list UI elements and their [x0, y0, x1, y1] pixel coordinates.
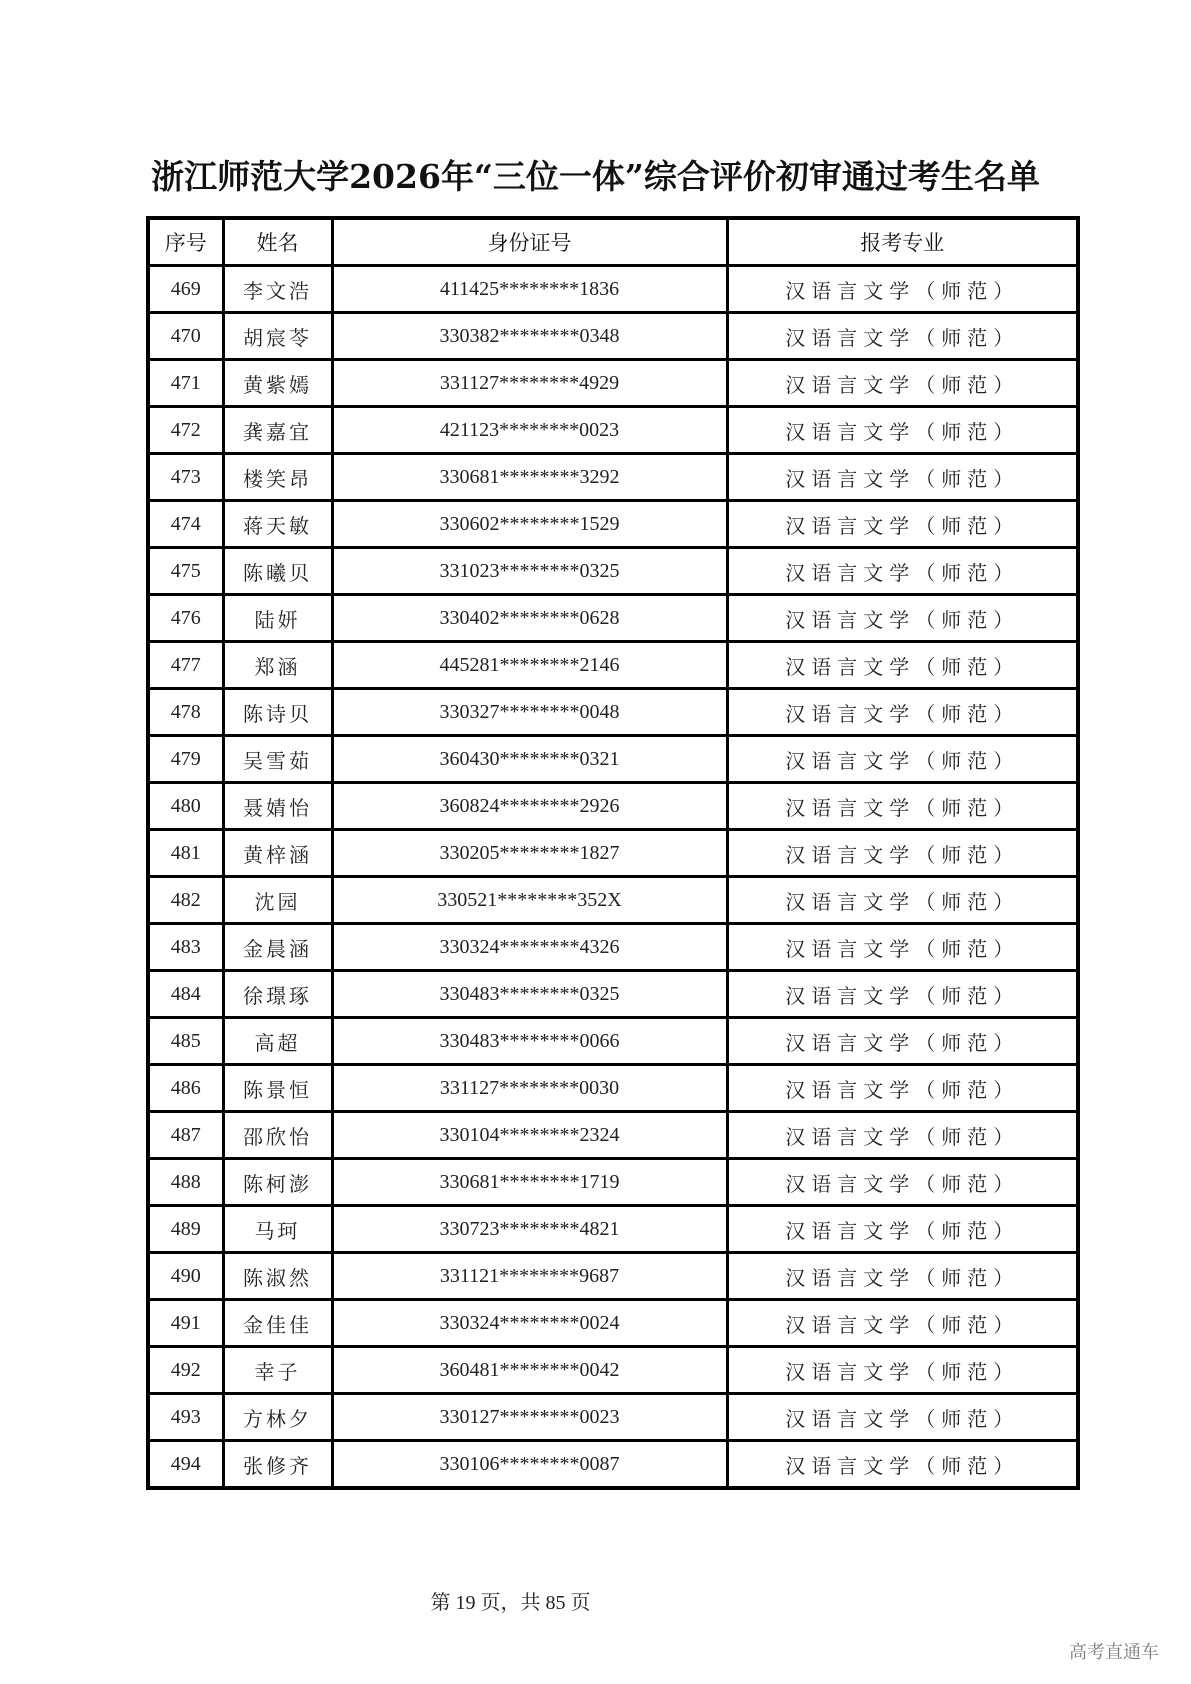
major-cell: 汉语言文学（师范） [727, 1206, 1078, 1253]
seq-cell: 491 [148, 1300, 223, 1347]
header-name: 姓名 [223, 218, 332, 266]
table-row [148, 1112, 1078, 1159]
name-cell: 胡宸苓 [223, 313, 332, 360]
table-row [148, 971, 1078, 1018]
major-cell: 汉语言文学（师范） [727, 595, 1078, 642]
name-cell: 金晨涵 [223, 924, 332, 971]
name-cell: 张修齐 [223, 1441, 332, 1489]
seq-cell: 486 [148, 1065, 223, 1112]
seq-cell: 478 [148, 689, 223, 736]
major-cell: 汉语言文学（师范） [727, 924, 1078, 971]
page-title: 浙江师范大学2026年“三位一体”综合评价初审通过考生名单 [151, 157, 1040, 196]
name-cell: 陈景恒 [223, 1065, 332, 1112]
id-number-cell: 330324********0024 [332, 1300, 727, 1347]
page-indicator: 第 19 页，共 85 页 [430, 1592, 591, 1614]
table-row [148, 1159, 1078, 1206]
id-number-cell: 330521********352X [332, 877, 727, 924]
name-cell: 黄紫嫣 [223, 360, 332, 407]
seq-cell: 470 [148, 313, 223, 360]
seq-cell: 484 [148, 971, 223, 1018]
table-row [148, 1300, 1078, 1347]
table-row [148, 877, 1078, 924]
major-cell: 汉语言文学（师范） [727, 1300, 1078, 1347]
table-row [148, 1394, 1078, 1441]
name-cell: 陈曦贝 [223, 548, 332, 595]
seq-cell: 475 [148, 548, 223, 595]
seq-cell: 494 [148, 1441, 223, 1489]
id-number-cell: 330723********4821 [332, 1206, 727, 1253]
major-cell: 汉语言文学（师范） [727, 407, 1078, 454]
table-row [148, 548, 1078, 595]
id-number-cell: 330324********4326 [332, 924, 727, 971]
major-cell: 汉语言文学（师范） [727, 313, 1078, 360]
table-row [148, 924, 1078, 971]
name-cell: 徐璟琢 [223, 971, 332, 1018]
name-cell: 吴雪茹 [223, 736, 332, 783]
table-row [148, 689, 1078, 736]
name-cell: 沈园 [223, 877, 332, 924]
id-number-cell: 330104********2324 [332, 1112, 727, 1159]
seq-cell: 472 [148, 407, 223, 454]
major-cell: 汉语言文学（师范） [727, 830, 1078, 877]
seq-cell: 479 [148, 736, 223, 783]
name-cell: 邵欣怡 [223, 1112, 332, 1159]
table-row [148, 454, 1078, 501]
major-cell: 汉语言文学（师范） [727, 877, 1078, 924]
header-seq: 序号 [148, 218, 223, 266]
seq-cell: 477 [148, 642, 223, 689]
id-number-cell: 330382********0348 [332, 313, 727, 360]
seq-cell: 482 [148, 877, 223, 924]
table-row [148, 1065, 1078, 1112]
table-row [148, 595, 1078, 642]
major-cell: 汉语言文学（师范） [727, 454, 1078, 501]
major-cell: 汉语言文学（师范） [727, 971, 1078, 1018]
id-number-cell: 330106********0087 [332, 1441, 727, 1489]
table-row [148, 783, 1078, 830]
seq-cell: 487 [148, 1112, 223, 1159]
major-cell: 汉语言文学（师范） [727, 1112, 1078, 1159]
major-cell: 汉语言文学（师范） [727, 1018, 1078, 1065]
major-cell: 汉语言文学（师范） [727, 360, 1078, 407]
major-cell: 汉语言文学（师范） [727, 1394, 1078, 1441]
id-number-cell: 330681********1719 [332, 1159, 727, 1206]
table-row [148, 313, 1078, 360]
id-number-cell: 330602********1529 [332, 501, 727, 548]
id-number-cell: 330483********0066 [332, 1018, 727, 1065]
table-row [148, 360, 1078, 407]
major-cell: 汉语言文学（师范） [727, 1347, 1078, 1394]
candidate-roster-table [146, 216, 1080, 1490]
id-number-cell: 360481********0042 [332, 1347, 727, 1394]
seq-cell: 490 [148, 1253, 223, 1300]
name-cell: 高超 [223, 1018, 332, 1065]
table-body [148, 266, 1078, 1489]
id-number-cell: 330681********3292 [332, 454, 727, 501]
seq-cell: 489 [148, 1206, 223, 1253]
table-row [148, 266, 1078, 313]
name-cell: 幸子 [223, 1347, 332, 1394]
name-cell: 马珂 [223, 1206, 332, 1253]
name-cell: 陈淑然 [223, 1253, 332, 1300]
seq-cell: 485 [148, 1018, 223, 1065]
major-cell: 汉语言文学（师范） [727, 1253, 1078, 1300]
id-number-cell: 331127********0030 [332, 1065, 727, 1112]
name-cell: 楼笑昂 [223, 454, 332, 501]
major-cell: 汉语言文学（师范） [727, 736, 1078, 783]
table-row [148, 1018, 1078, 1065]
table-row [148, 1347, 1078, 1394]
id-number-cell: 330205********1827 [332, 830, 727, 877]
major-cell: 汉语言文学（师范） [727, 689, 1078, 736]
id-number-cell: 421123********0023 [332, 407, 727, 454]
major-cell: 汉语言文学（师范） [727, 1441, 1078, 1489]
seq-cell: 471 [148, 360, 223, 407]
table-row [148, 736, 1078, 783]
id-number-cell: 330127********0023 [332, 1394, 727, 1441]
header-major: 报考专业 [727, 218, 1078, 266]
table-row [148, 1253, 1078, 1300]
table-row [148, 1206, 1078, 1253]
name-cell: 方林夕 [223, 1394, 332, 1441]
id-number-cell: 331023********0325 [332, 548, 727, 595]
watermark-label: 高考直通车 [1069, 1642, 1159, 1663]
table-row [148, 501, 1078, 548]
id-number-cell: 360430********0321 [332, 736, 727, 783]
major-cell: 汉语言文学（师范） [727, 548, 1078, 595]
table-row [148, 830, 1078, 877]
id-number-cell: 331127********4929 [332, 360, 727, 407]
seq-cell: 476 [148, 595, 223, 642]
name-cell: 黄梓涵 [223, 830, 332, 877]
major-cell: 汉语言文学（师范） [727, 501, 1078, 548]
seq-cell: 469 [148, 266, 223, 313]
major-cell: 汉语言文学（师范） [727, 1065, 1078, 1112]
name-cell: 龚嘉宜 [223, 407, 332, 454]
id-number-cell: 330327********0048 [332, 689, 727, 736]
id-number-cell: 330402********0628 [332, 595, 727, 642]
major-cell: 汉语言文学（师范） [727, 266, 1078, 313]
seq-cell: 481 [148, 830, 223, 877]
name-cell: 陈诗贝 [223, 689, 332, 736]
seq-cell: 492 [148, 1347, 223, 1394]
name-cell: 陈柯澎 [223, 1159, 332, 1206]
name-cell: 陆妍 [223, 595, 332, 642]
table-row [148, 1441, 1078, 1489]
major-cell: 汉语言文学（师范） [727, 642, 1078, 689]
seq-cell: 488 [148, 1159, 223, 1206]
seq-cell: 474 [148, 501, 223, 548]
seq-cell: 483 [148, 924, 223, 971]
id-number-cell: 445281********2146 [332, 642, 727, 689]
name-cell: 郑涵 [223, 642, 332, 689]
name-cell: 李文浩 [223, 266, 332, 313]
table-row [148, 642, 1078, 689]
major-cell: 汉语言文学（师范） [727, 783, 1078, 830]
seq-cell: 480 [148, 783, 223, 830]
name-cell: 金佳佳 [223, 1300, 332, 1347]
name-cell: 聂婧怡 [223, 783, 332, 830]
header-id-number: 身份证号 [332, 218, 727, 266]
id-number-cell: 411425********1836 [332, 266, 727, 313]
seq-cell: 493 [148, 1394, 223, 1441]
table-row [148, 407, 1078, 454]
seq-cell: 473 [148, 454, 223, 501]
id-number-cell: 331121********9687 [332, 1253, 727, 1300]
id-number-cell: 360824********2926 [332, 783, 727, 830]
table-header-row [148, 218, 1078, 266]
major-cell: 汉语言文学（师范） [727, 1159, 1078, 1206]
id-number-cell: 330483********0325 [332, 971, 727, 1018]
name-cell: 蒋天敏 [223, 501, 332, 548]
